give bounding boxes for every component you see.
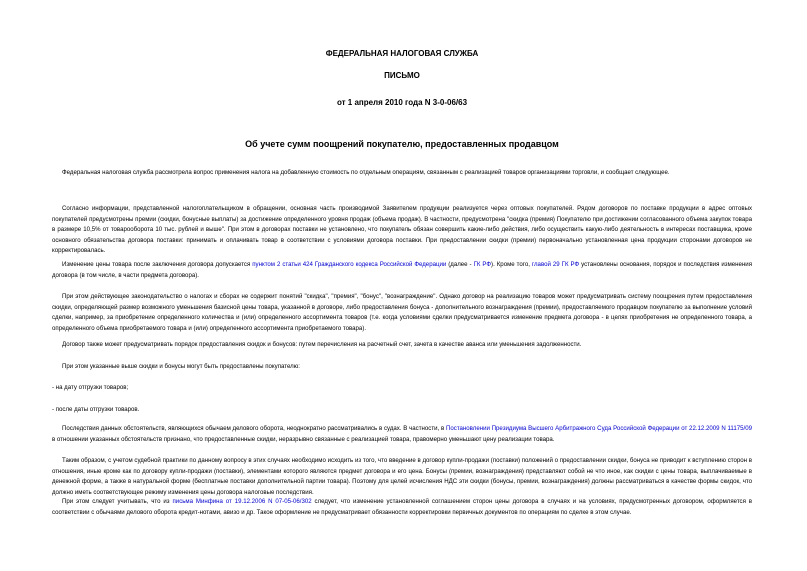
paragraph-3-text-a: Изменение цены товара после заключения договора допускается	[62, 261, 253, 268]
paragraph-9-text-a: Последствия данных обстоятельств, являющихся обычаем делового оборота, неоднократно рассматривались в судах. В частности, в	[62, 425, 446, 432]
paragraph-11	[52, 497, 752, 518]
paragraph-2: Согласно информации, представленной налогоплательщиком в обращении, основная часть производимой Заявителем продукции реализуется через оптовых покупателей. Рядом договоров по поставке продукции в адрес оптовых покупателей предусмотрены премии (скидки, бонусные выплаты) за достижение определенного уровня продаж (объема продаж). В частности, предусмотрена "скидка (премия) Покупателю при достижении согласованного объема закупок товара в размере 10,5% от товарооборота 10 тыс. рублей и выше". При этом в договорах поставки не установлено, что покупатель обязан совершить какие-либо действия, либо осуществить какую-либо деятельность в интересах поставщика, кроме основного обязательства договора поставки: принимать и оплачивать товар в соответствии с условиями договора поставки. При предоставлении скидки (премии) первоначально установленная цена продукции сторонами договоров не корректировалась.	[52, 205, 752, 255]
date-number-heading: от 1 апреля 2010 года N 3-0-06/63	[336, 98, 468, 107]
paragraph-5: Договор также может предусматривать порядок предоставления скидок и бонусов: путем перечисления на расчетный счет, зачета в качестве аванса или уменьшения задолженности.	[62, 341, 582, 348]
paragraph-9	[52, 424, 752, 445]
paragraph-6: При этом указанные выше скидки и бонусы могут быть предоставлены покупателю:	[62, 363, 300, 370]
list-item-after-shipment: - после даты отгрузки товаров.	[52, 406, 140, 413]
paragraph-10: Таким образом, с учетом судебной практики по данному вопросу в этих случаях необходимо исходить из того, что введение в договор купли-продажи (поставки) положений о предоставлении скидки, бонуса не приводит к вступлению сторон в отношения, иные кроме как по договору купли-продажи (поставки), элементами которого являются предмет договора и его цена. Бонусы (премии, вознаграждения) представляют собой не что иное, как скидки с цены товара, выплачиваемые в денежной форме, а также в натуральной форме (бесплатные поставки дополнительной партии товара). Поэтому для целей исчисления НДС эти скидки (бонусы, премии, вознаграждения) должны рассматриваться в качестве формы скидок, что должно иметь соответствующее режиму изменения цены договора налоговые последствия.	[52, 457, 752, 496]
link-gk-chapter-29[interactable]: главой 29 ГК РФ	[531, 261, 580, 268]
paragraph-11-text-a: При этом следует учитывать, что из	[62, 498, 173, 505]
paragraph-3-text-d: установлены основания, порядок и последствия изменения договора (в том числе, в части предмета договора).	[52, 261, 752, 279]
paragraph-11-text-b: следует, что изменение установленной соглашением сторон цены договора в случаях и на условиях, предусмотренных договором, оформляется в соответствии с обычаями делового оборота кредит-нотами, авизо и др. Такое оформление не предусматривает обязанности корректировки первичных документов по операциям по сделке в этом случае.	[52, 498, 753, 516]
list-item-on-shipment: - на дату отгрузки товаров;	[52, 384, 129, 391]
paragraph-3	[52, 260, 752, 281]
paragraph-3-text-c: ). Кроме того,	[491, 261, 532, 268]
link-minfin-letter[interactable]: письма Минфина от 19.12.2006 N 07-05-06/302	[172, 498, 312, 505]
agency-heading: ФЕДЕРАЛЬНАЯ НАЛОГОВАЯ СЛУЖБА	[325, 49, 479, 58]
paragraph-3-text-b: (далее -	[446, 261, 474, 268]
doc-type-heading: ПИСЬМО	[384, 71, 420, 80]
paragraph-9-text-b: в отношении указанных обстоятельств признано, что предоставленные скидки, неразрывно связанные с реализацией товара, правомерно уменьшают цену реализации товара.	[52, 435, 555, 443]
link-gk-article-424[interactable]: пунктом 2 статьи 424 Гражданского кодекса Российской Федерации	[252, 261, 447, 268]
paragraph-1: Федеральная налоговая служба рассмотрела вопрос применения налога на добавленную стоимость по отдельным операциям, связанным с реализацией товаров организациями торговли, и сообщает следующее.	[62, 169, 670, 176]
paragraph-4: При этом действующее законодательство о налогах и сборах не содержит понятий "скидка", "премия", "бонус", "вознаграждение". Однако договор на реализацию товаров может предусматривать систему поощрения путем предоставления скидки, определяющей размер возможного уменьшения базисной цены товара, указанной в договоре, либо предоставления бонуса - дополнительного вознаграждения (премии), предоставляемого продавцом покупателю за выполнение условий сделки, например, за приобретение определенного количества и (или) определенного ассортимента товаров (т.е. когда условиями сделки предусматривается изменение предмета договора - в целях приобретения не определенного товара, а определенного объема приобретаемого товара и (или) определенного ассортимента приобретаемого товара).	[52, 293, 752, 332]
link-gk-rf[interactable]: ГК РФ	[473, 261, 492, 268]
document-title: Об учете сумм поощрений покупателю, предоставленных продавцом	[245, 139, 559, 149]
link-vas-resolution[interactable]: Постановлении Президиума Высшего Арбитражного Суда Российской Федерации от 22.12.2009 N 11175/09	[446, 425, 753, 432]
